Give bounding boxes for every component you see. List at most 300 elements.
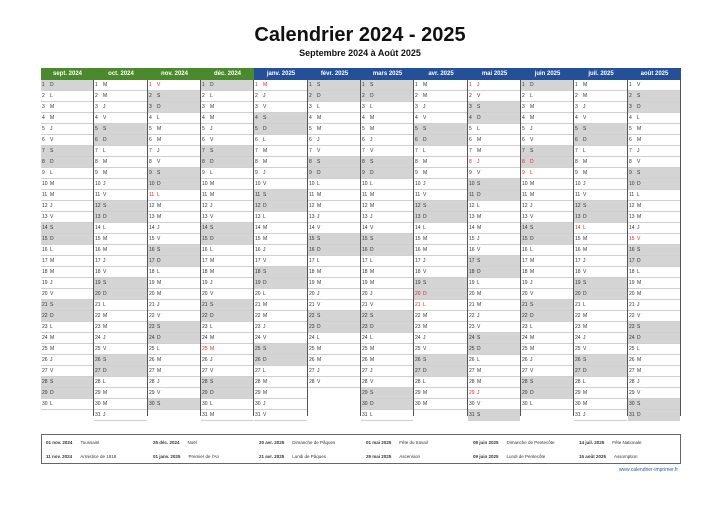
day-number: 2 xyxy=(42,93,45,99)
day-letter: M xyxy=(530,346,535,352)
day-letter: M xyxy=(637,368,642,374)
day-letter: M xyxy=(530,192,535,198)
day-letter: S xyxy=(583,203,587,209)
day-number: 31 xyxy=(95,412,101,418)
day-cell xyxy=(628,146,680,157)
day-number: 16 xyxy=(202,247,208,253)
day-number: 30 xyxy=(469,401,475,407)
day-number: 22 xyxy=(309,313,315,319)
day-letter: M xyxy=(637,291,642,297)
day-cell xyxy=(148,399,200,410)
day-number: 25 xyxy=(522,346,528,352)
day-cell xyxy=(574,91,627,102)
day-cell xyxy=(361,190,413,201)
day-letter: V xyxy=(423,269,427,275)
day-cell xyxy=(521,344,573,355)
day-number: 2 xyxy=(202,93,205,99)
day-cell xyxy=(574,179,627,190)
day-letter: D xyxy=(50,236,54,242)
day-cell xyxy=(201,146,253,157)
day-number: 1 xyxy=(362,82,365,88)
day-cell xyxy=(628,212,680,223)
day-cell xyxy=(41,256,93,267)
day-cell xyxy=(148,157,200,168)
day-number: 20 xyxy=(95,291,101,297)
day-letter: D xyxy=(157,335,161,341)
day-number: 12 xyxy=(149,203,155,209)
day-number: 21 xyxy=(469,302,475,308)
day-cell xyxy=(361,355,413,366)
day-cell xyxy=(201,80,253,91)
day-letter: J xyxy=(210,203,213,209)
day-cell xyxy=(468,355,520,366)
day-letter: S xyxy=(50,379,54,385)
day-cell xyxy=(148,179,200,190)
month-column xyxy=(414,80,468,416)
day-letter: J xyxy=(370,137,373,143)
day-cell xyxy=(628,355,680,366)
day-letter: J xyxy=(317,368,320,374)
day-letter: M xyxy=(103,247,108,253)
day-number: 23 xyxy=(362,324,368,330)
day-cell xyxy=(148,267,200,278)
day-number: 27 xyxy=(522,368,528,374)
day-number: 19 xyxy=(415,280,421,286)
day-cell xyxy=(521,223,573,234)
day-cell xyxy=(94,157,147,168)
day-cell xyxy=(361,377,413,388)
day-letter: J xyxy=(583,335,586,341)
day-letter: J xyxy=(157,302,160,308)
day-letter: L xyxy=(477,357,480,363)
legend-date: 01 nov. 2024 xyxy=(46,440,73,445)
day-letter: J xyxy=(530,203,533,209)
day-letter: S xyxy=(157,401,161,407)
day-cell xyxy=(308,135,360,146)
day-cell xyxy=(414,212,467,223)
day-cell xyxy=(41,322,93,333)
day-cell xyxy=(361,179,413,190)
day-letter: S xyxy=(103,280,107,286)
day-letter: M xyxy=(530,115,535,121)
day-number: 2 xyxy=(362,93,365,99)
day-number: 7 xyxy=(415,148,418,154)
day-number: 11 xyxy=(42,192,48,198)
day-cell xyxy=(574,267,627,278)
day-number: 8 xyxy=(629,159,632,165)
day-number: 24 xyxy=(629,335,635,341)
month-header: août 2025 xyxy=(628,68,681,80)
day-number: 17 xyxy=(255,258,261,264)
day-cell xyxy=(308,80,360,91)
day-number: 26 xyxy=(575,357,581,363)
day-letter: M xyxy=(530,269,535,275)
day-number: 5 xyxy=(202,126,205,132)
day-letter: S xyxy=(263,115,267,121)
day-cell xyxy=(574,388,627,399)
day-number: 15 xyxy=(469,236,475,242)
day-number: 15 xyxy=(309,236,315,242)
day-cell xyxy=(41,300,93,311)
day-cell xyxy=(574,355,627,366)
day-cell xyxy=(201,190,253,201)
day-number: 24 xyxy=(202,335,208,341)
day-number: 12 xyxy=(95,203,101,209)
day-cell xyxy=(468,135,520,146)
day-letter: S xyxy=(317,82,321,88)
day-letter: M xyxy=(263,313,268,319)
day-cell xyxy=(628,245,680,256)
day-letter: D xyxy=(477,346,481,352)
day-number: 21 xyxy=(202,302,208,308)
day-cell xyxy=(628,311,680,322)
day-cell xyxy=(308,201,360,212)
day-letter: J xyxy=(317,137,320,143)
day-letter: M xyxy=(210,412,215,418)
day-cell xyxy=(308,256,360,267)
day-letter: V xyxy=(263,104,267,110)
month-column xyxy=(94,80,148,416)
day-letter: M xyxy=(477,137,482,143)
day-number: 8 xyxy=(469,159,472,165)
day-cell xyxy=(201,124,253,135)
day-cell xyxy=(254,212,307,223)
day-cell xyxy=(148,300,200,311)
day-letter: M xyxy=(50,192,55,198)
day-number: 20 xyxy=(629,291,635,297)
day-cell xyxy=(468,201,520,212)
day-number: 28 xyxy=(362,379,368,385)
day-number: 25 xyxy=(42,346,48,352)
day-number: 8 xyxy=(149,159,152,165)
day-number: 15 xyxy=(522,236,528,242)
day-letter: L xyxy=(370,104,373,110)
day-letter: D xyxy=(317,170,321,176)
day-letter: J xyxy=(103,181,106,187)
day-number: 27 xyxy=(575,368,581,374)
day-cell xyxy=(468,113,520,124)
legend-name: Assomption xyxy=(614,454,638,459)
day-letter: S xyxy=(210,379,214,385)
day-letter: J xyxy=(157,148,160,154)
day-number: 11 xyxy=(202,192,208,198)
day-cell xyxy=(468,366,520,377)
day-letter: D xyxy=(50,82,54,88)
day-cell xyxy=(41,113,93,124)
day-letter: D xyxy=(530,159,534,165)
legend-date: 25 déc. 2024 xyxy=(153,440,180,445)
day-number: 22 xyxy=(362,313,368,319)
day-letter: D xyxy=(370,401,374,407)
day-number: 25 xyxy=(309,346,315,352)
day-number: 11 xyxy=(575,192,581,198)
day-cell xyxy=(628,278,680,289)
day-number: 28 xyxy=(202,379,208,385)
day-letter: D xyxy=(50,390,54,396)
legend-item xyxy=(259,436,335,449)
day-cell xyxy=(254,146,307,157)
day-cell xyxy=(414,300,467,311)
day-letter: V xyxy=(50,137,54,143)
day-letter: V xyxy=(637,313,641,319)
day-cell xyxy=(574,300,627,311)
day-cell xyxy=(574,212,627,223)
day-cell xyxy=(521,201,573,212)
day-letter: S xyxy=(157,324,161,330)
day-number: 16 xyxy=(415,247,421,253)
day-cell xyxy=(201,234,253,245)
day-cell xyxy=(94,91,147,102)
day-cell xyxy=(628,289,680,300)
day-letter: D xyxy=(370,324,374,330)
day-cell xyxy=(574,223,627,234)
day-cell xyxy=(201,344,253,355)
day-cell xyxy=(308,366,360,377)
day-letter: D xyxy=(210,313,214,319)
day-letter: L xyxy=(530,170,533,176)
day-cell xyxy=(628,399,680,410)
day-letter: M xyxy=(263,82,268,88)
day-cell xyxy=(361,223,413,234)
day-number: 31 xyxy=(575,412,581,418)
day-cell xyxy=(468,278,520,289)
legend-name: Dimanche de Pentecôte xyxy=(506,440,555,445)
day-number: 16 xyxy=(469,247,475,253)
day-number: 22 xyxy=(95,313,101,319)
day-cell xyxy=(521,212,573,223)
day-number: 2 xyxy=(255,93,258,99)
legend-name: Lundi de Pentecôte xyxy=(506,454,546,459)
day-letter: V xyxy=(477,401,481,407)
day-letter: V xyxy=(370,302,374,308)
day-number: 21 xyxy=(415,302,421,308)
day-number: 17 xyxy=(202,258,208,264)
day-number: 18 xyxy=(362,269,368,275)
day-cell xyxy=(148,223,200,234)
day-letter: M xyxy=(477,214,482,220)
day-cell xyxy=(148,322,200,333)
day-cell xyxy=(574,377,627,388)
day-letter: D xyxy=(103,368,107,374)
day-number: 28 xyxy=(149,379,155,385)
day-cell xyxy=(308,344,360,355)
day-letter: D xyxy=(477,115,481,121)
day-cell xyxy=(361,399,413,410)
day-cell xyxy=(628,113,680,124)
day-letter: D xyxy=(530,82,534,88)
day-cell xyxy=(41,245,93,256)
day-cell xyxy=(94,377,147,388)
day-number: 10 xyxy=(309,181,315,187)
day-letter: V xyxy=(263,412,267,418)
day-number: 9 xyxy=(575,170,578,176)
day-cell xyxy=(254,311,307,322)
day-number: 26 xyxy=(362,357,368,363)
day-number: 3 xyxy=(415,104,418,110)
day-letter: S xyxy=(477,104,481,110)
day-number: 5 xyxy=(362,126,365,132)
legend-date: 29 mai 2025 xyxy=(366,454,392,459)
day-number: 22 xyxy=(415,313,421,319)
day-cell xyxy=(414,80,467,91)
day-cell xyxy=(361,333,413,344)
day-letter: M xyxy=(530,104,535,110)
legend-item xyxy=(579,450,638,463)
day-letter: J xyxy=(103,104,106,110)
month-header: déc. 2024 xyxy=(201,68,254,80)
day-number: 14 xyxy=(309,225,315,231)
legend-date: 21 avr. 2025 xyxy=(259,454,285,459)
day-cell xyxy=(468,410,520,421)
day-number: 1 xyxy=(255,82,258,88)
day-number: 12 xyxy=(255,203,261,209)
day-letter: V xyxy=(530,368,534,374)
day-letter: M xyxy=(583,236,588,242)
day-letter: D xyxy=(263,203,267,209)
day-number: 2 xyxy=(469,93,472,99)
day-letter: S xyxy=(370,390,374,396)
legend-name: Armistice de 1918 xyxy=(80,454,117,459)
day-cell xyxy=(201,267,253,278)
day-cell xyxy=(41,179,93,190)
day-cell xyxy=(414,245,467,256)
day-letter: M xyxy=(263,379,268,385)
day-letter: V xyxy=(210,214,214,220)
day-cell xyxy=(94,135,147,146)
day-letter: L xyxy=(477,203,480,209)
day-letter: M xyxy=(423,324,428,330)
day-number: 10 xyxy=(575,181,581,187)
legend-item xyxy=(473,436,555,449)
day-letter: M xyxy=(263,225,268,231)
day-number: 26 xyxy=(255,357,261,363)
day-cell xyxy=(574,146,627,157)
day-cell xyxy=(628,80,680,91)
day-letter: V xyxy=(583,115,587,121)
day-letter: S xyxy=(423,280,427,286)
day-letter: M xyxy=(210,346,215,352)
day-number: 16 xyxy=(149,247,155,253)
day-cell xyxy=(201,311,253,322)
day-letter: V xyxy=(530,214,534,220)
day-number: 4 xyxy=(202,115,205,121)
day-number: 22 xyxy=(42,313,48,319)
day-letter: S xyxy=(50,148,54,154)
day-number: 9 xyxy=(522,170,525,176)
day-cell xyxy=(468,322,520,333)
day-letter: V xyxy=(637,236,641,242)
day-number: 4 xyxy=(95,115,98,121)
day-cell xyxy=(41,399,93,410)
day-cell xyxy=(254,377,307,388)
day-number: 22 xyxy=(469,313,475,319)
day-number: 27 xyxy=(415,368,421,374)
day-cell xyxy=(254,201,307,212)
day-letter: M xyxy=(50,335,55,341)
day-letter: V xyxy=(423,192,427,198)
day-cell xyxy=(628,410,680,421)
day-letter: L xyxy=(583,379,586,385)
website-link[interactable]: www.calendrier-imprimer.fr xyxy=(618,467,678,473)
day-cell xyxy=(361,201,413,212)
day-number: 15 xyxy=(629,236,635,242)
day-letter: M xyxy=(50,269,55,275)
day-letter: J xyxy=(103,258,106,264)
day-cell xyxy=(94,168,147,179)
day-cell xyxy=(628,168,680,179)
day-cell xyxy=(254,267,307,278)
day-cell xyxy=(361,168,413,179)
day-number: 17 xyxy=(415,258,421,264)
day-cell xyxy=(521,289,573,300)
day-cell xyxy=(254,102,307,113)
day-cell xyxy=(94,333,147,344)
day-letter: D xyxy=(637,181,641,187)
day-letter: J xyxy=(210,126,213,132)
day-letter: M xyxy=(583,313,588,319)
day-number: 2 xyxy=(575,93,578,99)
day-number: 21 xyxy=(362,302,368,308)
day-cell xyxy=(468,344,520,355)
day-number: 16 xyxy=(309,247,315,253)
day-cell xyxy=(201,223,253,234)
day-cell xyxy=(41,366,93,377)
day-letter: M xyxy=(423,401,428,407)
day-number: 1 xyxy=(309,82,312,88)
day-cell xyxy=(628,124,680,135)
calendar-grid xyxy=(41,68,681,416)
day-cell xyxy=(521,300,573,311)
day-letter: V xyxy=(210,368,214,374)
day-cell xyxy=(201,256,253,267)
month-header: avr. 2025 xyxy=(414,68,468,80)
day-letter: D xyxy=(530,390,534,396)
day-letter: M xyxy=(370,192,375,198)
day-cell xyxy=(148,388,200,399)
day-letter: M xyxy=(423,82,428,88)
day-cell xyxy=(628,256,680,267)
day-cell xyxy=(41,289,93,300)
day-letter: D xyxy=(637,258,641,264)
day-letter: M xyxy=(210,258,215,264)
day-number: 28 xyxy=(415,379,421,385)
day-letter: J xyxy=(50,126,53,132)
day-cell xyxy=(628,157,680,168)
day-cell xyxy=(94,355,147,366)
day-letter: M xyxy=(103,324,108,330)
day-letter: M xyxy=(423,170,428,176)
day-number: 8 xyxy=(309,159,312,165)
day-letter: J xyxy=(477,159,480,165)
day-letter: D xyxy=(583,214,587,220)
day-letter: V xyxy=(370,225,374,231)
day-letter: J xyxy=(583,181,586,187)
day-cell xyxy=(308,289,360,300)
day-number: 25 xyxy=(575,346,581,352)
day-letter: L xyxy=(103,148,106,154)
day-number: 31 xyxy=(202,412,208,418)
day-letter: M xyxy=(50,115,55,121)
day-letter: D xyxy=(157,104,161,110)
day-number: 7 xyxy=(42,148,45,154)
day-cell xyxy=(414,278,467,289)
day-number: 22 xyxy=(522,313,528,319)
day-letter: M xyxy=(477,379,482,385)
day-letter: S xyxy=(157,170,161,176)
day-cell xyxy=(361,278,413,289)
day-letter: M xyxy=(583,170,588,176)
day-cell xyxy=(148,212,200,223)
